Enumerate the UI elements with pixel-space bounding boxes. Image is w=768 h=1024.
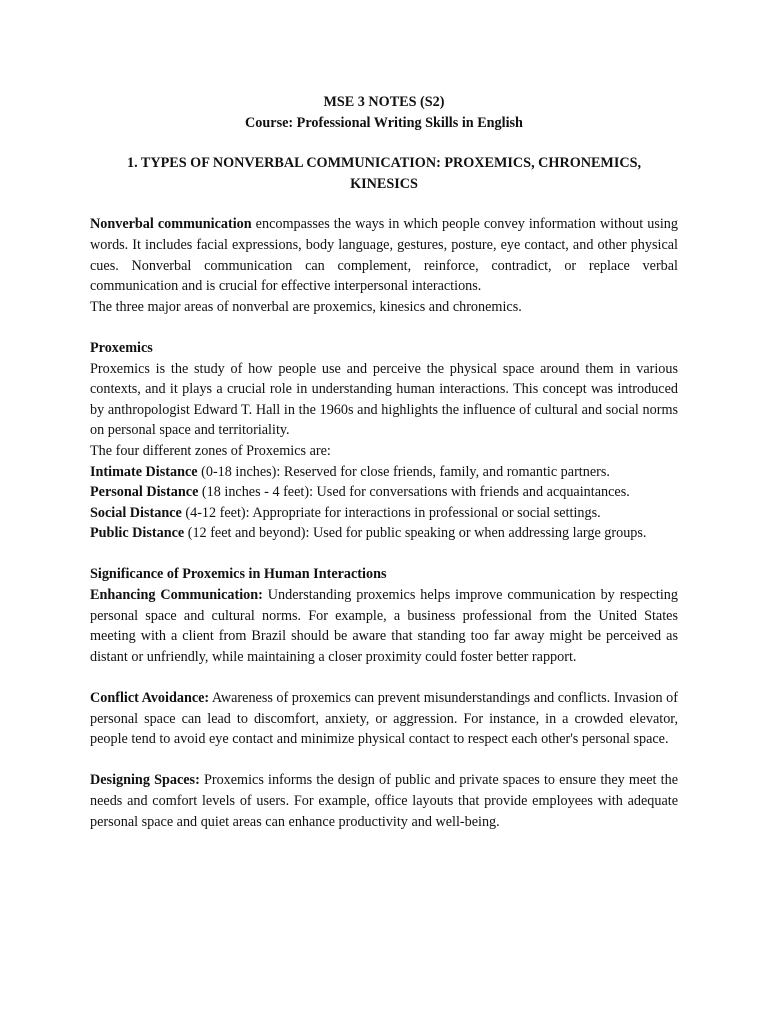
document-header bbox=[90, 92, 678, 133]
document-page bbox=[90, 92, 678, 832]
significance-text: Proxemics informs the design of public and private spaces to ensure they meet the needs and comfort levels of users. For example, office layouts that provide employees with adequate personal space and quiet areas can enhance productivity and well-being. bbox=[90, 772, 678, 830]
zone-text: (18 inches - 4 feet): Used for conversations with friends and acquaintances. bbox=[198, 484, 630, 501]
significance-text: Awareness of proxemics can prevent misunderstandings and conflicts. Invasion of personal space can lead to discomfort, anxiety, or aggression. For instance, in a crowded elevator, people tend to avoid eye contact and minimize physical contact to respect each other's personal space. bbox=[90, 690, 679, 748]
zone-term: Public Distance bbox=[90, 525, 185, 542]
spacer bbox=[90, 750, 678, 771]
zone-text: (4-12 feet): Appropriate for interactions in professional or social settings. bbox=[181, 504, 601, 521]
document-title: MSE 3 NOTES (S2) bbox=[323, 94, 445, 110]
significance-enhancing-communication bbox=[90, 585, 678, 667]
proxemics-paragraph: Proxemics is the study of how people use and perceive the physical space around them in various contexts, and it plays a crucial role in understanding human interactions. This concept was introduced by anthropologist Edward T. Hall in the 1960s and highlights the influence of cultural and social norms on personal space and territoriality. bbox=[90, 360, 678, 439]
proxemics-heading: Proxemics bbox=[90, 339, 153, 356]
significance-term: Designing Spaces: bbox=[90, 772, 200, 789]
three-areas-sentence: The three major areas of nonverbal are proxemics, kinesics and chronemics. bbox=[90, 298, 522, 315]
section-1-heading bbox=[90, 153, 678, 194]
significance-term: Conflict Avoidance: bbox=[90, 690, 210, 707]
zone-term: Social Distance bbox=[90, 504, 182, 521]
section-1-heading-line-2: KINESICS bbox=[350, 175, 418, 192]
spacer bbox=[90, 317, 678, 338]
zone-text: (0-18 inches): Reserved for close friends, family, and romantic partners. bbox=[197, 463, 610, 480]
intro-term: Nonverbal communication bbox=[90, 216, 252, 233]
zone-term: Intimate Distance bbox=[90, 463, 198, 480]
zone-intimate bbox=[90, 462, 678, 483]
zone-personal bbox=[90, 482, 678, 503]
zone-term: Personal Distance bbox=[90, 484, 199, 501]
significance-conflict-avoidance bbox=[90, 688, 678, 750]
zone-text: (12 feet and beyond): Used for public speaking or when addressing large groups. bbox=[184, 525, 647, 542]
significance-text: Understanding proxemics helps improve communication by respecting personal space and cultural norms. For example, a business professional from the United States meeting with a client from Brazil should be aware that standing too far away might be perceived as distant or unfriendly, while maintaining a closer proximity could foster better rapport. bbox=[90, 587, 678, 665]
significance-term: Enhancing Communication: bbox=[90, 587, 263, 604]
zones-intro: The four different zones of Proxemics are: bbox=[90, 442, 331, 459]
zone-public bbox=[90, 523, 678, 544]
course-title: Course: Professional Writing Skills in English bbox=[245, 114, 523, 131]
significance-designing-spaces bbox=[90, 770, 678, 832]
intro-text: encompasses the ways in which people convey information without using words. It includes facial expressions, body language, gestures, posture, eye contact, and other physical cues. Nonverbal communication can complement, reinforce, contradict, or replace verbal communication and is crucial for effective interpersonal interactions. bbox=[90, 216, 678, 295]
significance-heading: Significance of Proxemics in Human Interactions bbox=[90, 566, 387, 583]
section-1-heading-line-1: 1. TYPES OF NONVERBAL COMMUNICATION: PROXEMICS, CHRONEMICS, bbox=[126, 155, 642, 172]
zone-social bbox=[90, 503, 678, 524]
intro-paragraph bbox=[90, 214, 678, 296]
spacer bbox=[90, 667, 678, 688]
spacer bbox=[90, 544, 678, 565]
